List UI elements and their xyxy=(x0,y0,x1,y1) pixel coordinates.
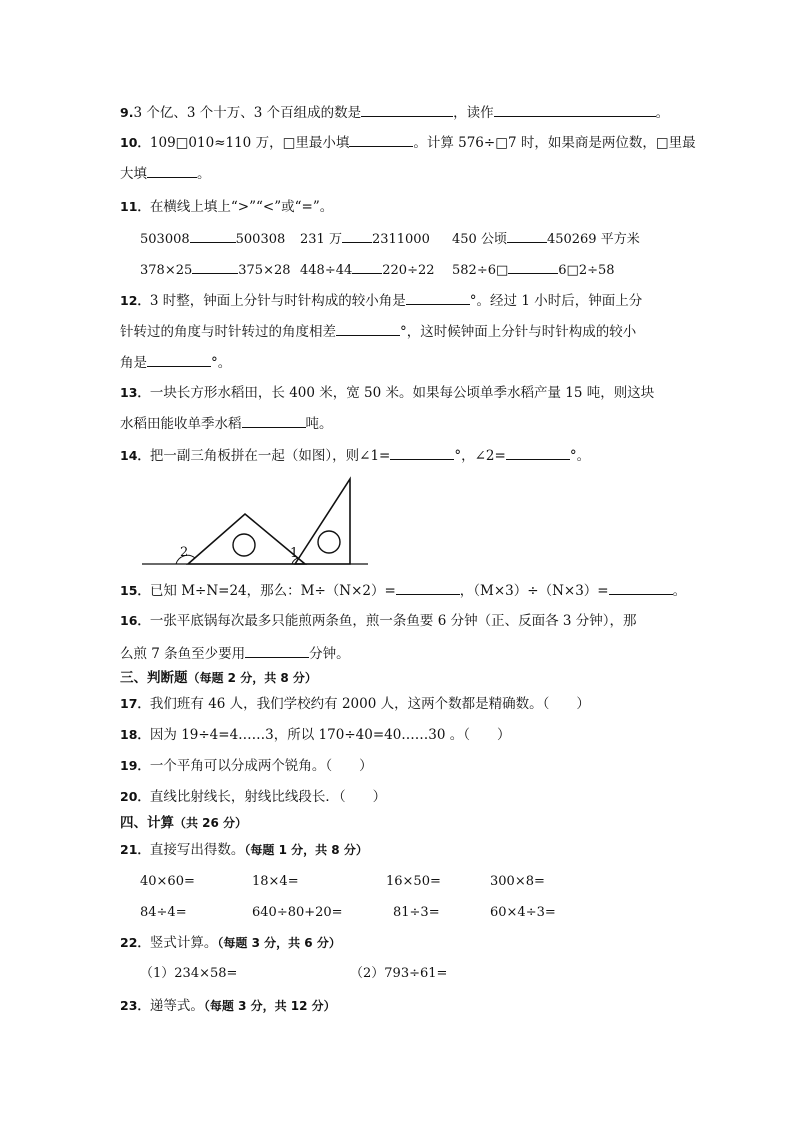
answer-blank[interactable] xyxy=(352,259,382,274)
compare-item: 450 公顷 450269 平方米 xyxy=(452,228,640,250)
section-title: 四、计算 xyxy=(120,815,174,831)
question-13 xyxy=(120,383,654,403)
answer-blank[interactable] xyxy=(192,259,238,274)
section-3-header xyxy=(120,668,317,688)
question-23 xyxy=(120,996,336,1016)
triangle-hole-right xyxy=(318,531,340,553)
answer-blank[interactable] xyxy=(507,228,547,243)
question-text: 因为 19÷4=4……3，所以 170÷40=40……30 。（ ） xyxy=(149,727,511,743)
answer-blank[interactable] xyxy=(242,413,306,428)
question-number: 15． xyxy=(120,583,150,598)
answer-blank[interactable] xyxy=(245,643,309,658)
question-21 xyxy=(120,840,368,860)
question-16 xyxy=(120,611,637,631)
answer-blank[interactable] xyxy=(336,321,400,336)
set-square-figure xyxy=(140,476,370,568)
question-text: °，∠2= xyxy=(454,448,506,464)
question-text: °。 xyxy=(211,355,232,371)
question-text: °。经过 1 小时后，钟面上分 xyxy=(469,293,643,309)
question-text: 在横线上填上“>”“<”或“=”。 xyxy=(149,199,334,215)
question-text: ，（M×3）÷（N×3）= xyxy=(459,583,609,599)
compare-item: 448÷44 220÷22 xyxy=(300,259,435,281)
question-text: 3 个亿、3 个十万、3 个百组成的数是 xyxy=(133,105,362,121)
question-text: 竖式计算。 xyxy=(149,935,218,951)
question-text: 大填 xyxy=(120,166,147,182)
question-text: 。 xyxy=(672,583,687,599)
question-text: 一块长方形水稻田，长 400 米，宽 50 米。如果每公顷单季水稻产量 15 吨，则这块 xyxy=(149,385,655,401)
question-number: 9. xyxy=(120,105,134,120)
calc-item: 640÷80+20= xyxy=(252,905,343,920)
question-13-cont xyxy=(120,413,333,434)
calc-item: 18×4= xyxy=(252,874,299,889)
question-10-cont xyxy=(120,163,211,184)
question-text: 直接写出得数。 xyxy=(149,842,245,858)
calc-item: （1）234×58= xyxy=(140,966,238,981)
question-note: （每题 3 分，共 6 分） xyxy=(217,936,341,950)
question-text: 。 xyxy=(655,105,670,121)
question-number: 11． xyxy=(120,199,150,214)
question-text: 。计算 576÷□7 时，如果商是两位数，□里最 xyxy=(413,135,696,151)
question-text: 我们班有 46 人，我们学校约有 2000 人，这两个数都是精确数。（ ） xyxy=(149,696,590,712)
question-text: 已知 M÷N=24，那么：M÷（N×2）= xyxy=(149,583,396,599)
question-text: 针转过的角度与时针转过的角度相差 xyxy=(120,324,336,340)
question-number: 12． xyxy=(120,293,150,308)
answer-blank[interactable] xyxy=(494,102,656,117)
section-note: （共 26 分） xyxy=(174,816,248,830)
question-17 xyxy=(120,694,590,714)
question-text: 直线比射线长，射线比线段长．（ ） xyxy=(149,789,387,805)
question-number: 14． xyxy=(120,448,150,463)
question-number: 17． xyxy=(120,696,150,711)
question-number: 20． xyxy=(120,789,150,804)
answer-blank[interactable] xyxy=(390,445,454,460)
question-number: 10． xyxy=(120,135,150,150)
question-20 xyxy=(120,787,386,807)
question-22 xyxy=(120,933,341,953)
question-text: 。 xyxy=(197,166,211,182)
question-number: 16． xyxy=(120,613,150,628)
question-text: °，这时候钟面上分针与时针构成的较小 xyxy=(400,324,637,340)
answer-blank[interactable] xyxy=(190,228,236,243)
question-text: 吨。 xyxy=(305,416,333,432)
question-number: 22． xyxy=(120,935,150,950)
compare-item: 231 万 2311000 xyxy=(300,228,430,250)
section-4-header xyxy=(120,813,247,833)
question-10 xyxy=(120,132,696,153)
question-note: （每题 1 分，共 8 分） xyxy=(244,843,368,857)
answer-blank[interactable] xyxy=(147,352,211,367)
question-19 xyxy=(120,756,373,776)
angle-1-label: 1 xyxy=(290,546,299,561)
question-number: 18． xyxy=(120,727,150,742)
compare-item: 582÷6□ 6□2÷58 xyxy=(452,259,615,281)
answer-blank[interactable] xyxy=(349,132,413,147)
question-text: °。 xyxy=(569,448,591,464)
compare-item: 378×25 375×28 xyxy=(140,259,291,281)
question-15 xyxy=(120,580,686,601)
compare-item: 503008 500308 xyxy=(140,228,285,250)
answer-blank[interactable] xyxy=(506,445,570,460)
question-text: 角是 xyxy=(120,355,147,371)
section-title: 三、判断题 xyxy=(120,670,188,686)
question-text: 么煎 7 条鱼至少要用 xyxy=(120,646,246,662)
triangle-ruler-left xyxy=(188,514,305,564)
question-number: 19． xyxy=(120,758,150,773)
question-12 xyxy=(120,290,642,311)
triangle-hole-left xyxy=(233,534,255,556)
question-9 xyxy=(120,102,669,123)
question-18 xyxy=(120,725,511,745)
question-note: （每题 3 分，共 12 分） xyxy=(203,999,336,1013)
question-text: 分钟。 xyxy=(309,646,350,662)
calc-item: 60×4÷3= xyxy=(490,905,556,920)
question-12-cont2 xyxy=(120,352,231,373)
calc-item: （2）793÷61= xyxy=(350,966,448,981)
answer-blank[interactable] xyxy=(396,580,460,595)
question-text: 一个平角可以分成两个锐角。（ ） xyxy=(149,758,373,774)
question-text: 3 时整，钟面上分针与时针构成的较小角是 xyxy=(149,293,406,309)
calc-item: 300×8= xyxy=(490,874,545,889)
answer-blank[interactable] xyxy=(147,163,197,178)
question-14 xyxy=(120,445,590,466)
question-number: 23． xyxy=(120,998,150,1013)
calc-item: 16×50= xyxy=(386,874,441,889)
calc-item: 84÷4= xyxy=(140,905,187,920)
answer-blank[interactable] xyxy=(609,580,673,595)
question-number: 13． xyxy=(120,385,150,400)
calc-item: 40×60= xyxy=(140,874,195,889)
section-note: （每题 2 分，共 8 分） xyxy=(187,671,317,685)
question-16-cont xyxy=(120,643,350,664)
angle-2-label: 2 xyxy=(180,545,189,560)
question-text: 把一副三角板拼在一起（如图），则∠1= xyxy=(149,448,391,464)
answer-blank[interactable] xyxy=(508,259,558,274)
answer-blank[interactable] xyxy=(342,228,372,243)
question-11 xyxy=(120,197,333,217)
answer-blank[interactable] xyxy=(361,102,453,117)
question-text: 109□010≈110 万，□里最小填 xyxy=(149,135,350,151)
calc-item: 81÷3= xyxy=(393,905,440,920)
question-text: 递等式。 xyxy=(149,998,204,1014)
answer-blank[interactable] xyxy=(406,290,470,305)
question-number: 21． xyxy=(120,842,150,857)
question-12-cont xyxy=(120,321,636,342)
question-text: 一张平底锅每次最多只能煎两条鱼，煎一条鱼要 6 分钟（正、反面各 3 分钟），那 xyxy=(149,613,637,629)
question-text: 水稻田能收单季水稻 xyxy=(120,416,242,432)
question-text: ，读作 xyxy=(453,105,494,121)
